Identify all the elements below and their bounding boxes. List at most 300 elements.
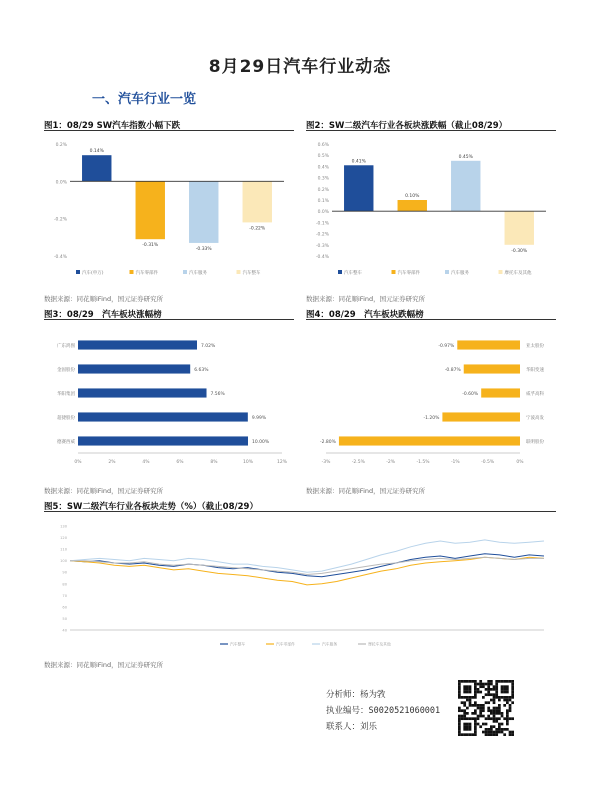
fig5-legend-label: 汽车服务	[322, 641, 338, 647]
qr-module	[501, 685, 504, 688]
license-number: S0020521060001	[368, 706, 441, 716]
analyst-label: 分析师：	[326, 690, 361, 700]
fig2-ytick-label: 0.6%	[317, 143, 329, 148]
analyst-line	[326, 688, 386, 700]
fig5-legend-label: 汽车零部件	[276, 641, 295, 647]
qr-module	[474, 691, 477, 694]
qr-module	[463, 728, 466, 731]
fig4-bar	[457, 340, 520, 349]
qr-module	[463, 691, 466, 694]
qr-module	[506, 696, 509, 699]
fig4-category-label: 华阳变速	[526, 368, 544, 373]
fig2-ytick-label: -0.2%	[315, 232, 329, 238]
qr-module	[511, 701, 514, 704]
qr-module	[495, 685, 498, 688]
qr-module	[501, 688, 504, 691]
qr-module	[503, 680, 506, 683]
qr-module	[503, 691, 506, 694]
qr-module	[498, 709, 501, 712]
qr-module	[490, 693, 493, 696]
qr-module	[490, 733, 493, 736]
fig1-legend-label: 汽车零部件	[135, 271, 158, 276]
fig5-legend-label: 摩托车及其他	[368, 641, 391, 647]
fig2-data-label: 0.41%	[351, 159, 366, 165]
contact-line	[326, 720, 377, 732]
qr-module	[511, 731, 514, 734]
qr-module	[506, 688, 509, 691]
qr-module	[482, 715, 485, 718]
fig2-ytick-label: -0.4%	[315, 255, 329, 260]
qr-module	[487, 731, 490, 734]
qr-module	[463, 712, 466, 715]
qr-module	[503, 717, 506, 720]
fig5-source: 数据来源：同花顺iFind，国元证券研究所	[44, 661, 164, 669]
qr-module	[463, 680, 466, 683]
qr-module	[466, 685, 469, 688]
fig4-xtick-label: -0.5%	[481, 460, 495, 465]
fig3-xtick-label: 10%	[242, 460, 254, 465]
fig2-bar	[344, 165, 373, 211]
qr-module	[458, 731, 461, 734]
qr-module	[490, 680, 493, 683]
qr-module	[471, 696, 474, 699]
qr-module	[509, 717, 512, 720]
qr-module	[482, 709, 485, 712]
fig1-ytick-label: 0.0%	[55, 180, 67, 186]
qr-module	[498, 728, 501, 731]
fig4-bar	[442, 412, 520, 421]
fig3-bar	[78, 388, 207, 397]
fig5-ytick-label: 110	[60, 547, 67, 552]
fig5-title: 图5：SW二级汽车行业各板块走势（%）（截止08/29）	[44, 502, 258, 512]
qr-module	[458, 715, 461, 718]
fig1-data-label: -0.22%	[249, 226, 266, 232]
qr-module	[493, 693, 496, 696]
fig5-legend-label: 汽车整车	[230, 641, 246, 647]
qr-module	[474, 728, 477, 731]
qr-module	[509, 699, 512, 702]
qr-module	[458, 683, 461, 686]
qr-module	[487, 691, 490, 694]
qr-module	[458, 723, 461, 726]
qr-module	[503, 688, 506, 691]
qr-module	[477, 717, 480, 720]
qr-module	[485, 693, 488, 696]
qr-module	[511, 717, 514, 720]
qr-module	[463, 717, 466, 720]
qr-module	[498, 723, 501, 726]
qr-module	[487, 680, 490, 683]
fig4-data-label: -0.60%	[462, 392, 479, 397]
qr-module	[466, 691, 469, 694]
qr-module	[477, 707, 480, 710]
qr-module	[479, 709, 482, 712]
qr-module	[463, 723, 466, 726]
fig5-series-line	[70, 557, 544, 585]
fig3-bar	[78, 436, 248, 445]
qr-module	[485, 733, 488, 736]
fig2-chart	[306, 136, 556, 286]
qr-module	[495, 733, 498, 736]
fig2-ytick-label: 0.5%	[317, 154, 329, 160]
fig3-xtick-label: 0%	[74, 460, 82, 465]
qr-module	[495, 693, 498, 696]
qr-module	[495, 709, 498, 712]
qr-module	[503, 728, 506, 731]
qr-module	[503, 696, 506, 699]
fig1-bar	[82, 155, 111, 181]
qr-module	[509, 707, 512, 710]
qr-module	[477, 683, 480, 686]
fig5-ytick-label: 80	[62, 582, 67, 587]
qr-module	[495, 731, 498, 734]
qr-module	[490, 712, 493, 715]
qr-module	[503, 685, 506, 688]
qr-module	[477, 691, 480, 694]
qr-module	[493, 696, 496, 699]
fig2-title: 图2：SW二级汽车行业各板块涨跌幅（截止08/29）	[306, 121, 508, 131]
qr-module	[463, 709, 466, 712]
fig5-rule	[44, 511, 556, 512]
fig4-category-label: 威孚高科	[526, 392, 544, 397]
fig1-data-label: -0.31%	[142, 243, 159, 249]
fig3-xtick-label: 12%	[276, 460, 288, 465]
qr-module	[506, 715, 509, 718]
qr-module	[458, 728, 461, 731]
qr-module	[506, 720, 509, 723]
qr-module	[463, 685, 466, 688]
qr-module	[501, 696, 504, 699]
fig4-xtick-label: -1.5%	[416, 460, 430, 465]
qr-module	[466, 728, 469, 731]
license-label: 执业编号：	[326, 706, 369, 716]
fig2-legend-label: 汽车零部件	[397, 271, 420, 276]
qr-module	[506, 717, 509, 720]
fig4-xtick-label: -2%	[386, 460, 396, 465]
qr-module	[479, 683, 482, 686]
qr-module	[463, 704, 466, 707]
qr-module	[474, 720, 477, 723]
qr-module	[477, 723, 480, 726]
fig2-data-label: 0.10%	[405, 194, 420, 199]
qr-module	[471, 717, 474, 720]
qr-module	[498, 731, 501, 734]
fig3-xtick-label: 8%	[210, 460, 218, 465]
qr-module	[511, 685, 514, 688]
qr-module	[501, 691, 504, 694]
qr-module	[495, 688, 498, 691]
fig4-rule	[306, 319, 556, 320]
fig2-legend-label: 摩托车及其他	[504, 271, 532, 276]
qr-module	[501, 680, 504, 683]
qr-module	[469, 680, 472, 683]
qr-module	[474, 717, 477, 720]
qr-module	[482, 685, 485, 688]
fig3-data-label: 6.63%	[194, 368, 209, 373]
fig5-ytick-label: 70	[62, 593, 67, 598]
fig5-ytick-label: 60	[62, 605, 67, 610]
fig3-data-label: 7.56%	[210, 392, 225, 397]
qr-module	[509, 731, 512, 734]
fig4-data-label: -1.20%	[423, 416, 440, 421]
fig2-ytick-label: -0.3%	[315, 243, 329, 249]
qr-module	[463, 696, 466, 699]
qr-module	[495, 696, 498, 699]
fig3-xtick-label: 4%	[142, 460, 150, 465]
fig5-ytick-label: 120	[60, 536, 67, 541]
qr-module	[487, 717, 490, 720]
qr-module	[487, 728, 490, 731]
qr-module	[474, 693, 477, 696]
qr-module	[466, 680, 469, 683]
qr-module	[474, 696, 477, 699]
qr-module	[495, 680, 498, 683]
qr-module	[471, 733, 474, 736]
qr-module	[482, 683, 485, 686]
qr-module	[471, 704, 474, 707]
fig3-category-label: 广东鸿图	[57, 344, 75, 349]
qr-module	[485, 728, 488, 731]
fig3-data-label: 9.99%	[251, 416, 267, 421]
qr-module	[474, 688, 477, 691]
fig1-source: 数据来源：同花顺iFind，国元证券研究所	[44, 295, 164, 303]
qr-module	[469, 699, 472, 702]
fig1-chart	[44, 136, 294, 286]
contact-label: 联系人：	[326, 722, 361, 732]
qr-module	[490, 709, 493, 712]
qr-module	[469, 728, 472, 731]
fig3-xtick-label: 6%	[176, 460, 184, 465]
qr-module	[458, 688, 461, 691]
fig1-bar	[243, 181, 272, 222]
fig4-xtick-label: -1%	[450, 460, 460, 465]
qr-module	[495, 720, 498, 723]
qr-module	[474, 680, 477, 683]
fig1-legend-label: 汽车服务	[189, 271, 207, 276]
qr-module	[503, 704, 506, 707]
fig2-data-label: 0.45%	[458, 154, 473, 160]
qr-module	[495, 683, 498, 686]
fig2-legend-swatch	[338, 270, 342, 274]
fig2-data-label: -0.30%	[511, 248, 528, 254]
qr-module	[474, 723, 477, 726]
qr-module	[458, 685, 461, 688]
qr-module	[482, 723, 485, 726]
qr-module	[469, 704, 472, 707]
fig4-source: 数据来源：同花顺iFind，国元证券研究所	[306, 487, 426, 495]
qr-module	[477, 688, 480, 691]
qr-module	[463, 715, 466, 718]
fig3-category-label: 超捷股份	[57, 416, 75, 421]
qr-module	[466, 707, 469, 710]
qr-module	[490, 731, 493, 734]
qr-module	[482, 707, 485, 710]
qr-module	[495, 691, 498, 694]
qr-module	[487, 693, 490, 696]
qr-module	[461, 733, 464, 736]
fig1-legend-swatch	[130, 270, 134, 274]
fig3-bar	[78, 340, 197, 349]
qr-module	[458, 707, 461, 710]
qr-module	[479, 725, 482, 728]
fig4-data-label: -2.80%	[320, 440, 336, 445]
contact-name: 刘乐	[360, 722, 378, 732]
fig1-legend-label: 汽车整车	[242, 271, 261, 276]
qr-module	[469, 688, 472, 691]
qr-module	[495, 707, 498, 710]
fig1-legend-swatch	[76, 270, 80, 274]
qr-module	[498, 704, 501, 707]
qr-module	[477, 715, 480, 718]
qr-module	[469, 691, 472, 694]
qr-module	[506, 691, 509, 694]
fig3-category-label: 德赛西威	[57, 440, 75, 445]
fig3-data-label: 10.00%	[252, 440, 270, 445]
fig1-title: 图1：08/29 SW汽车指数小幅下跌	[44, 121, 181, 131]
fig4-bar	[339, 436, 520, 445]
qr-module	[487, 733, 490, 736]
qr-module	[493, 725, 496, 728]
qr-module	[469, 701, 472, 704]
fig5-chart	[44, 516, 556, 654]
fig3-source: 数据来源：同花顺iFind，国元证券研究所	[44, 487, 164, 495]
qr-module	[485, 717, 488, 720]
qr-module	[487, 701, 490, 704]
qr-module	[493, 707, 496, 710]
qr-module	[506, 701, 509, 704]
fig3-chart	[44, 325, 294, 475]
qr-module	[466, 688, 469, 691]
fig2-legend-swatch	[445, 270, 449, 274]
qr-module	[511, 733, 514, 736]
qr-code-icon[interactable]	[458, 680, 514, 736]
qr-module	[511, 691, 514, 694]
qr-module	[458, 720, 461, 723]
qr-module	[509, 709, 512, 712]
fig1-ytick-label: 0.2%	[55, 143, 67, 148]
qr-module	[490, 683, 493, 686]
fig3-bar	[78, 412, 248, 421]
fig5-ytick-label: 90	[62, 570, 67, 575]
qr-module	[458, 717, 461, 720]
fig2-legend-label: 汽车整车	[344, 271, 362, 276]
qr-module	[498, 717, 501, 720]
qr-module	[471, 680, 474, 683]
page-title: 8月29日汽车行业动态	[208, 57, 392, 77]
qr-module	[466, 696, 469, 699]
fig2-bar	[451, 161, 480, 211]
fig5-ytick-label: 100	[60, 559, 67, 564]
qr-module	[493, 715, 496, 718]
qr-module	[487, 688, 490, 691]
qr-module	[469, 733, 472, 736]
qr-module	[493, 699, 496, 702]
fig5-series-line	[70, 540, 544, 572]
fig1-rule	[44, 130, 294, 131]
qr-module	[479, 704, 482, 707]
fig2-ytick-label: 0.1%	[317, 199, 329, 204]
qr-module	[466, 717, 469, 720]
qr-module	[482, 704, 485, 707]
fig2-source: 数据来源：同花顺iFind，国元证券研究所	[306, 295, 426, 303]
qr-module	[479, 680, 482, 683]
qr-module	[458, 693, 461, 696]
fig2-ytick-label: 0.3%	[317, 176, 329, 182]
qr-module	[506, 723, 509, 726]
qr-module	[474, 704, 477, 707]
fig1-ytick-label: -0.4%	[53, 255, 67, 260]
qr-module	[503, 699, 506, 702]
qr-module	[477, 704, 480, 707]
qr-module	[490, 725, 493, 728]
qr-module	[479, 707, 482, 710]
qr-module	[485, 723, 488, 726]
qr-module	[501, 731, 504, 734]
qr-module	[501, 712, 504, 715]
fig4-bar	[464, 364, 520, 373]
qr-module	[466, 723, 469, 726]
qr-module	[495, 728, 498, 731]
qr-module	[487, 709, 490, 712]
analyst-name: 杨为敩	[360, 690, 386, 700]
qr-module	[463, 725, 466, 728]
fig1-bar	[136, 181, 165, 239]
qr-module	[490, 717, 493, 720]
fig4-bar	[481, 388, 520, 397]
qr-module	[487, 685, 490, 688]
fig4-category-label: 联明股份	[526, 440, 544, 445]
fig2-ytick-label: 0.0%	[317, 210, 329, 216]
qr-module	[461, 709, 464, 712]
qr-module	[466, 733, 469, 736]
qr-module	[493, 717, 496, 720]
qr-module	[466, 712, 469, 715]
qr-module	[485, 688, 488, 691]
qr-module	[498, 725, 501, 728]
qr-module	[466, 725, 469, 728]
qr-module	[493, 720, 496, 723]
qr-module	[469, 725, 472, 728]
qr-module	[458, 709, 461, 712]
fig2-legend-label: 汽车服务	[451, 271, 469, 276]
qr-module	[495, 717, 498, 720]
fig4-data-label: -0.87%	[444, 368, 461, 373]
fig2-bar	[398, 200, 427, 211]
fig1-legend-swatch	[237, 270, 241, 274]
qr-module	[498, 680, 501, 683]
fig1-data-label: 0.14%	[89, 149, 104, 155]
qr-module	[493, 709, 496, 712]
qr-module	[461, 715, 464, 718]
fig1-ytick-label: -0.2%	[53, 217, 67, 223]
qr-module	[461, 717, 464, 720]
qr-module	[509, 704, 512, 707]
qr-module	[506, 680, 509, 683]
fig5-ytick-label: 40	[62, 628, 67, 633]
qr-module	[506, 709, 509, 712]
qr-module	[463, 701, 466, 704]
fig3-category-label: 华阳集团	[57, 392, 75, 397]
qr-module	[458, 691, 461, 694]
qr-module	[509, 696, 512, 699]
qr-module	[495, 712, 498, 715]
qr-module	[506, 699, 509, 702]
qr-module	[501, 723, 504, 726]
qr-module	[487, 715, 490, 718]
qr-module	[482, 731, 485, 734]
qr-module	[485, 683, 488, 686]
qr-module	[466, 699, 469, 702]
